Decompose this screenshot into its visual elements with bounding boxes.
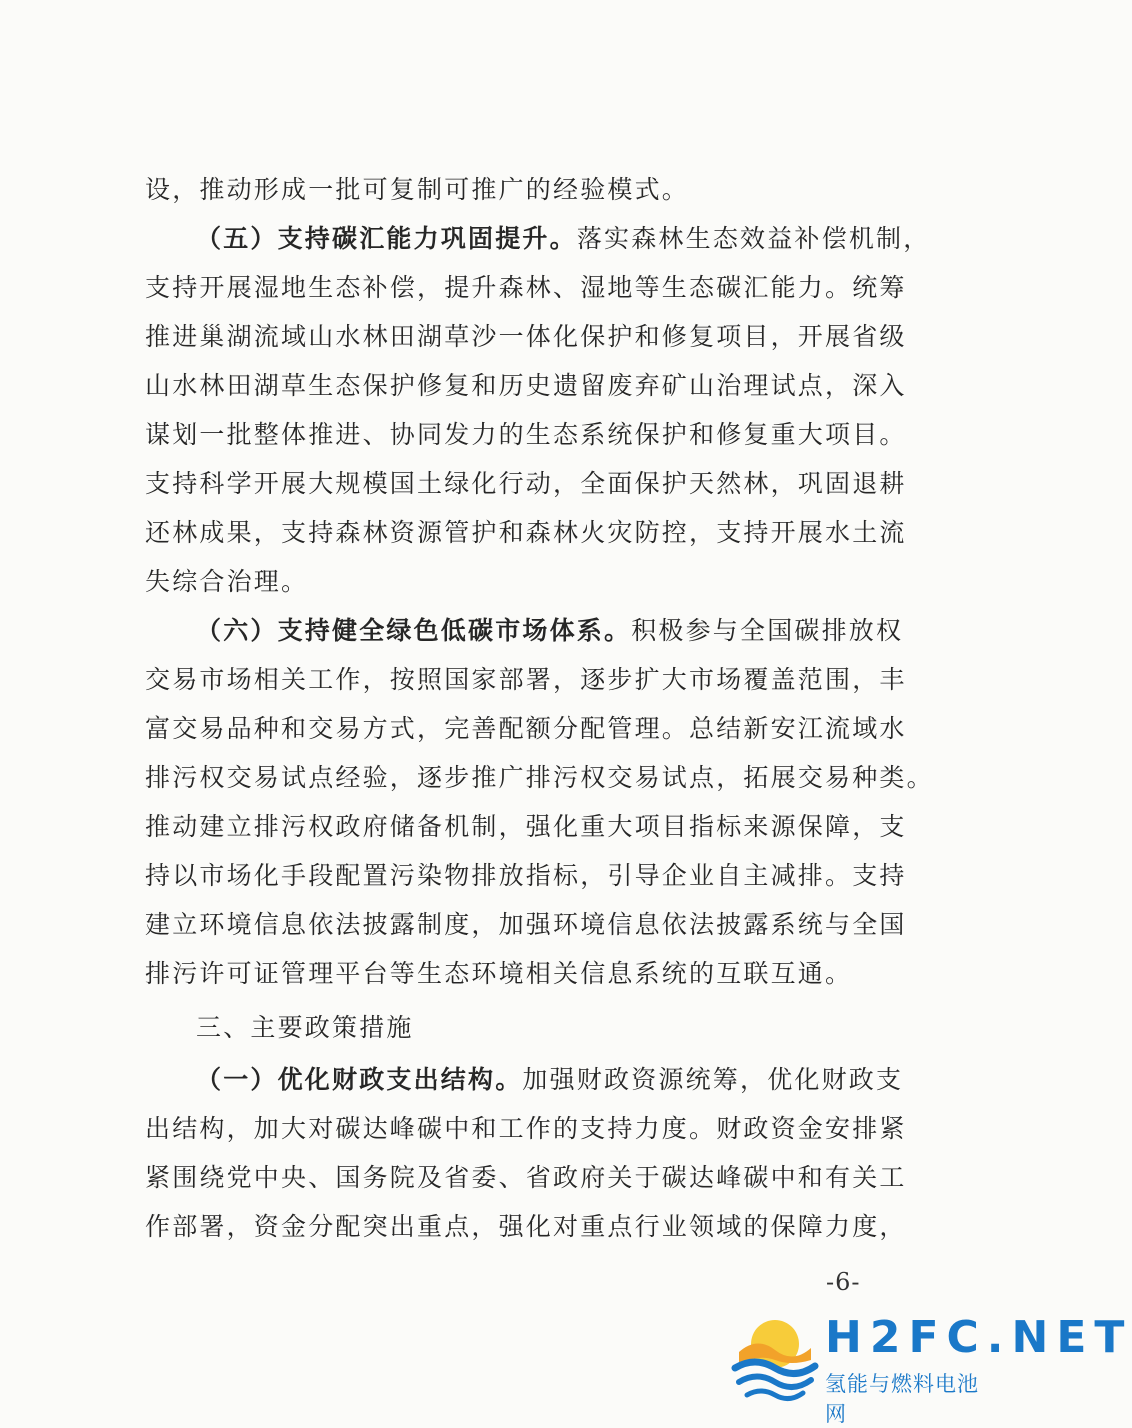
text-line: 排污权交易试点经验，逐步推广排污权交易试点，拓展交易种类。 xyxy=(145,763,934,792)
text-line: 支持科学开展大规模国土绿化行动，全面保护天然林，巩固退耕 xyxy=(145,469,907,498)
sun-wave-logo-icon xyxy=(725,1306,825,1406)
paragraph-5-lead: 落实森林生态效益补偿机制， xyxy=(576,224,931,253)
text-line: 推动建立排污权政府储备机制，强化重大项目指标来源保障，支 xyxy=(145,812,907,841)
paragraph-6-first-line xyxy=(145,606,904,655)
site-watermark xyxy=(725,1300,1132,1426)
section-title: 三、主要政策措施 xyxy=(196,1013,414,1042)
paragraph-1-heading: （一）优化财政支出结构。 xyxy=(196,1065,523,1094)
text-line: 山水林田湖草生态保护修复和历史遗留废弃矿山治理试点，深入 xyxy=(145,371,907,400)
text-line: 建立环境信息依法披露制度，加强环境信息依法披露系统与全国 xyxy=(145,910,907,939)
text-line: 支持开展湿地生态补偿，提升森林、湿地等生态碳汇能力。统筹 xyxy=(145,273,907,302)
text-line: 排污许可证管理平台等生态环境相关信息系统的互联互通。 xyxy=(145,959,853,988)
paragraph-5-first-line xyxy=(145,214,931,263)
body-text xyxy=(145,165,934,1251)
text-line: 还林成果，支持森林资源管护和森林火灾防控，支持开展水土流 xyxy=(145,518,907,547)
text-line: 紧围绕党中央、国务院及省委、省政府关于碳达峰碳中和有关工 xyxy=(145,1163,907,1192)
paragraph-5-heading: （五）支持碳汇能力巩固提升。 xyxy=(196,224,577,253)
text-line: 作部署，资金分配突出重点，强化对重点行业领域的保障力度， xyxy=(145,1212,907,1241)
text-line: 设，推动形成一批可复制可推广的经验模式。 xyxy=(145,175,690,204)
paragraph-6-lead: 积极参与全国碳排放权 xyxy=(631,616,904,645)
text-line: 推进巢湖流域山水林田湖草沙一体化保护和修复项目，开展省级 xyxy=(145,322,907,351)
text-line: 出结构，加大对碳达峰碳中和工作的支持力度。财政资金安排紧 xyxy=(145,1114,907,1143)
watermark-subtitle: 氢能与燃料电池网 xyxy=(825,1372,979,1426)
text-line: 交易市场相关工作，按照国家部署，逐步扩大市场覆盖范围，丰 xyxy=(145,665,907,694)
text-line: 富交易品种和交易方式，完善配额分配管理。总结新安江流域水 xyxy=(145,714,907,743)
watermark-brand: H2FC.NET xyxy=(825,1312,1132,1363)
paragraph-6-heading: （六）支持健全绿色低碳市场体系。 xyxy=(196,616,632,645)
text-line: 失综合治理。 xyxy=(145,567,309,596)
paragraph-1-first-line xyxy=(145,1055,904,1104)
text-line: 谋划一批整体推进、协同发力的生态系统保护和修复重大项目。 xyxy=(145,420,907,449)
paragraph-1-lead: 加强财政资源统筹，优化财政支 xyxy=(522,1065,904,1094)
page-number: -6- xyxy=(826,1268,861,1296)
text-line: 持以市场化手段配置污染物排放指标，引导企业自主减排。支持 xyxy=(145,861,907,890)
